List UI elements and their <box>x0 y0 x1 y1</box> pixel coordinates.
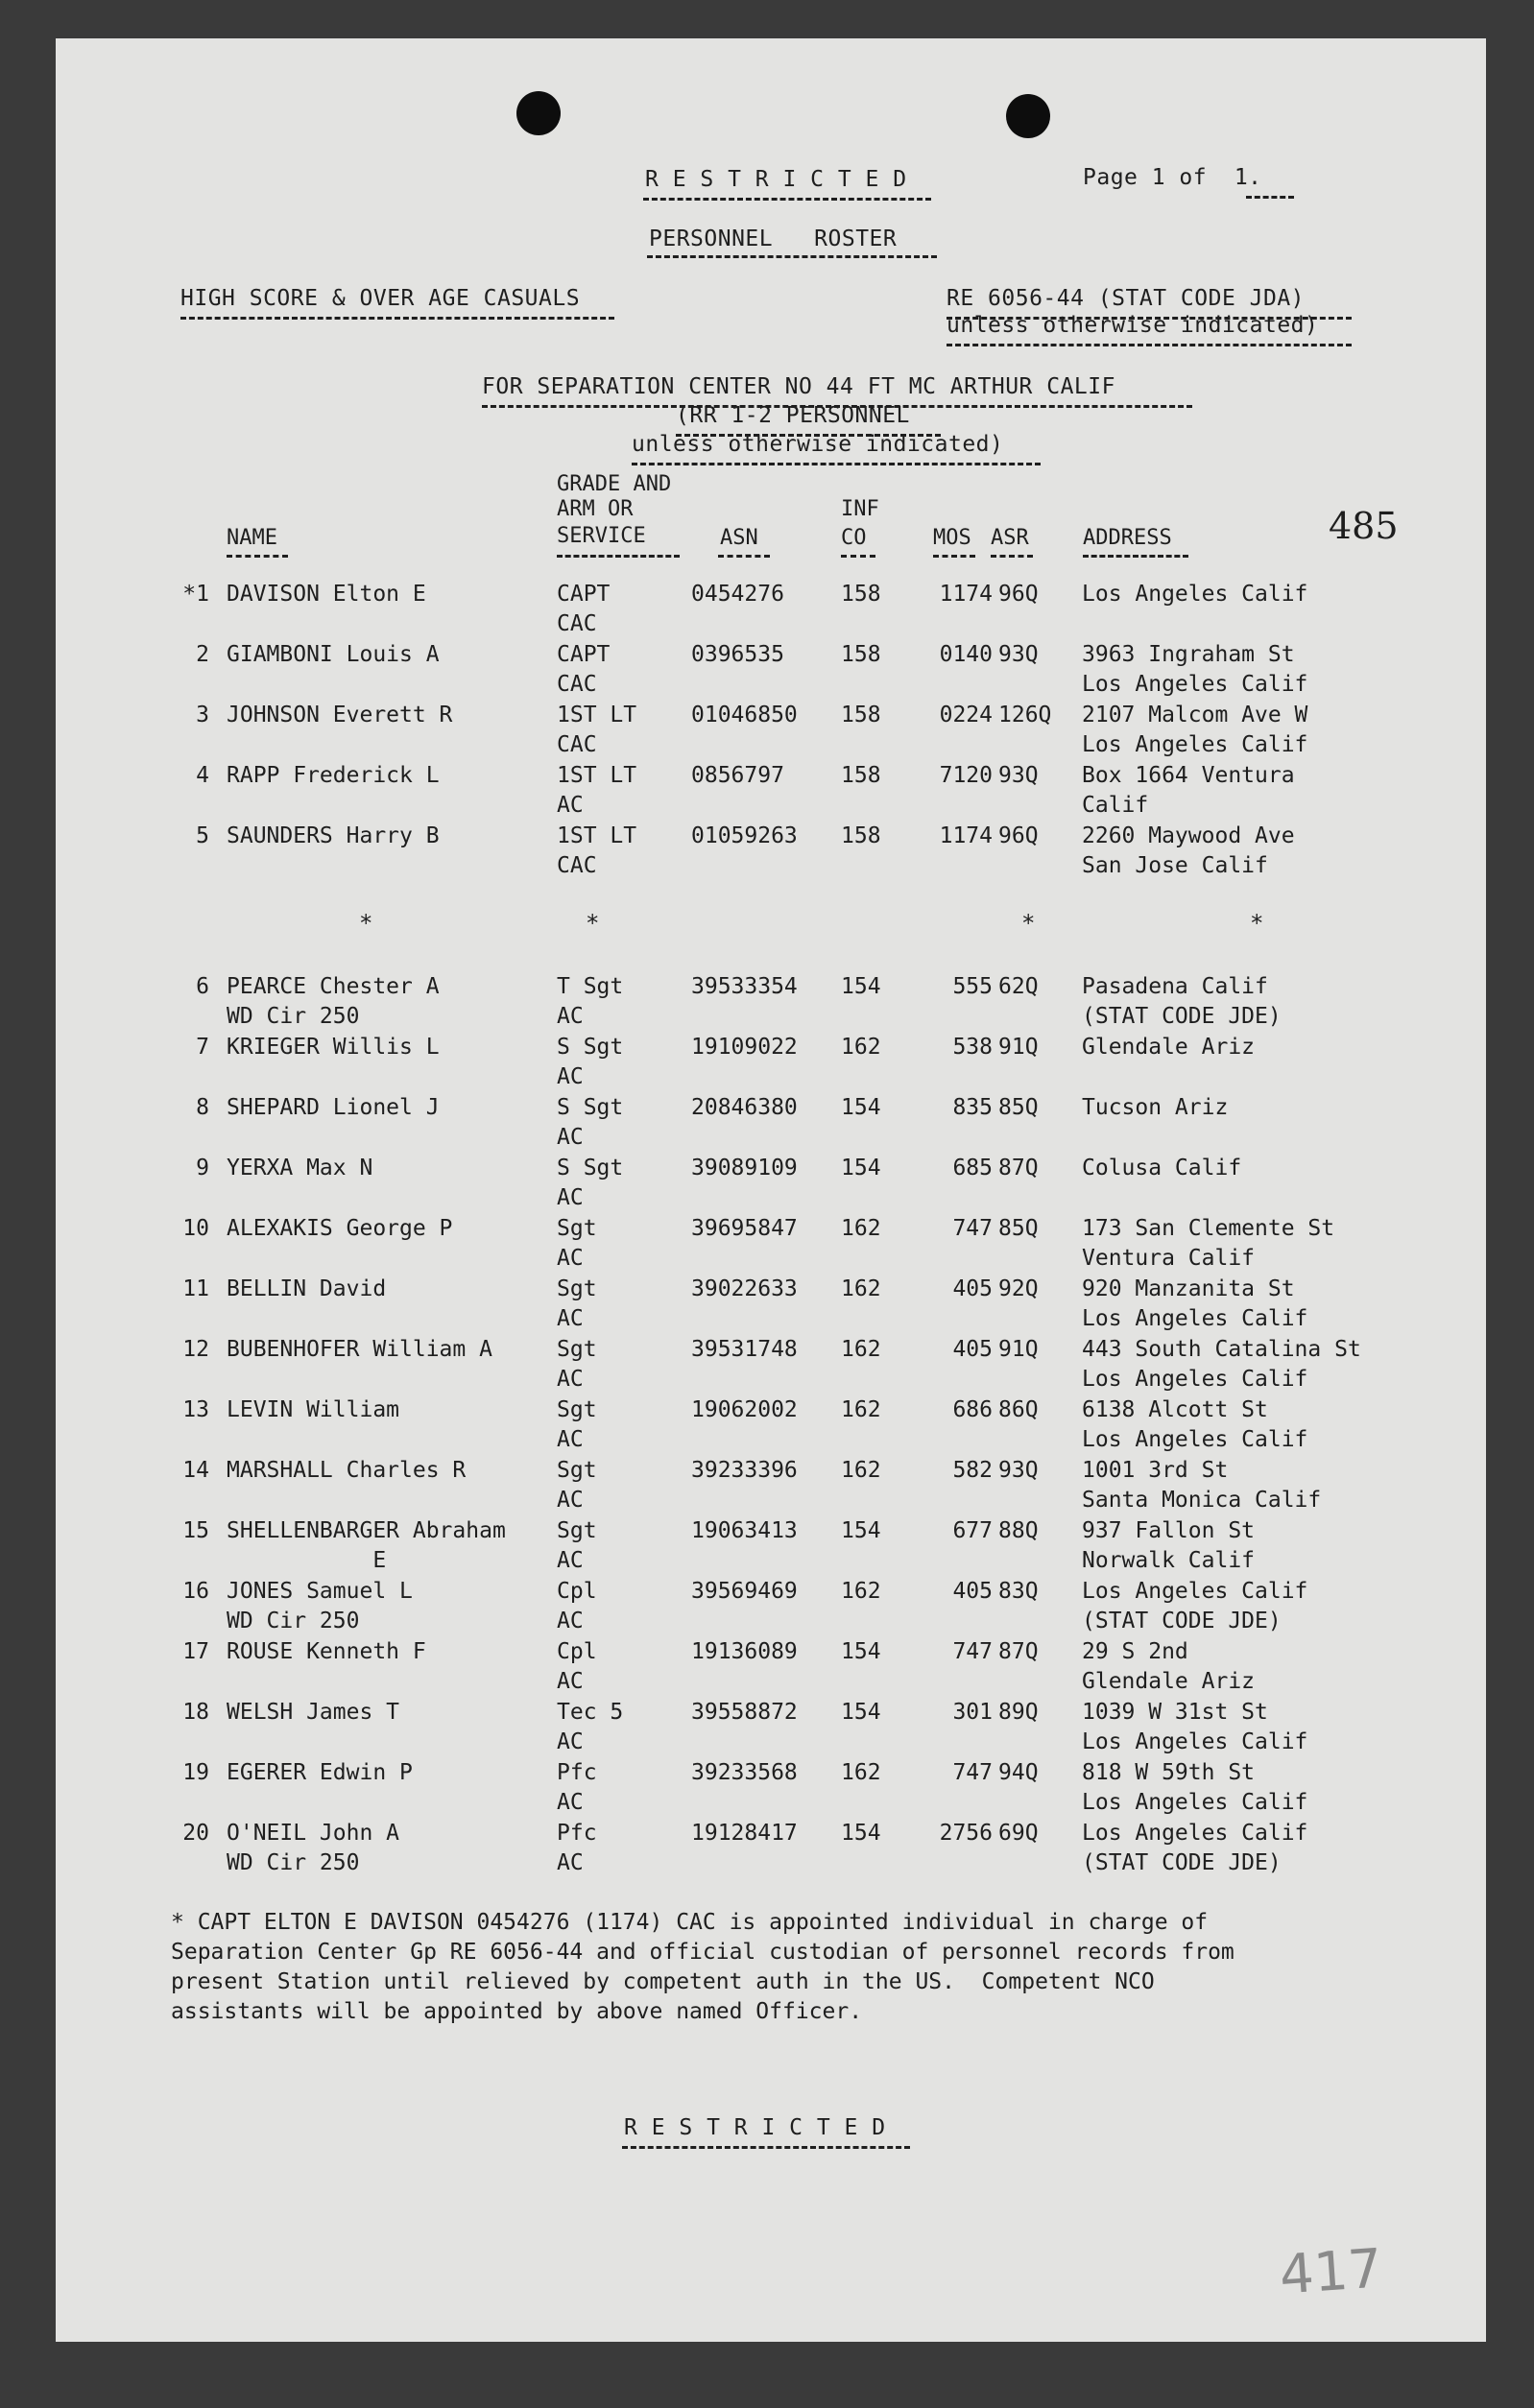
mos: 555 <box>952 974 993 999</box>
center-line-3: unless otherwise indicated) <box>632 432 1004 457</box>
address-line-2: Ventura Calif <box>1082 1246 1256 1271</box>
mos: 405 <box>952 1276 993 1301</box>
asn: 39695847 <box>691 1216 798 1241</box>
address-line-2: Los Angeles Calif <box>1082 1427 1308 1452</box>
row-number: 11 <box>182 1276 209 1301</box>
row-number: 15 <box>182 1518 209 1543</box>
mos: 538 <box>952 1035 993 1060</box>
arm-of-service: AC <box>557 1427 584 1452</box>
col-grade-underline <box>557 555 680 558</box>
arm-of-service: AC <box>557 1609 584 1633</box>
row-number: 10 <box>182 1216 209 1241</box>
col-name: NAME <box>227 526 277 550</box>
company: 158 <box>841 582 881 607</box>
page-info: Page 1 of 1. <box>1083 165 1262 190</box>
grade: Sgt <box>557 1518 597 1543</box>
row-number: 6 <box>196 974 209 999</box>
asn: 19063413 <box>691 1518 798 1543</box>
table-row <box>56 1458 1486 1517</box>
left-caption-underline <box>180 317 614 320</box>
mos: 1174 <box>939 823 993 848</box>
grade: 1ST LT <box>557 823 637 848</box>
asr: 92Q <box>998 1276 1039 1301</box>
asr: 93Q <box>998 763 1039 788</box>
grade: Sgt <box>557 1458 597 1483</box>
document-page <box>56 38 1486 2342</box>
col-asn-underline <box>718 555 770 558</box>
mos: 0140 <box>939 642 993 667</box>
asr: 87Q <box>998 1156 1039 1180</box>
arm-of-service: AC <box>557 1004 584 1029</box>
row-number: 8 <box>196 1095 209 1120</box>
mos: 405 <box>952 1579 993 1604</box>
arm-of-service: CAC <box>557 611 597 636</box>
mos: 685 <box>952 1156 993 1180</box>
asn: 0454276 <box>691 582 784 607</box>
asn: 19062002 <box>691 1397 798 1422</box>
address-line-1: Glendale Ariz <box>1082 1035 1256 1060</box>
address-line-1: 6138 Alcott St <box>1082 1397 1268 1422</box>
person-name: RAPP Frederick L <box>227 763 440 788</box>
mos: 2756 <box>939 1821 993 1846</box>
company: 162 <box>841 1216 881 1241</box>
separator-star: * <box>359 910 373 937</box>
table-row <box>56 642 1486 702</box>
address-line-1: 937 Fallon St <box>1082 1518 1256 1543</box>
row-number: *1 <box>182 582 209 607</box>
address-line-1: Los Angeles Calif <box>1082 1821 1308 1846</box>
grade: 1ST LT <box>557 703 637 727</box>
address-line-2: Los Angeles Calif <box>1082 1367 1308 1392</box>
mos: 7120 <box>939 763 993 788</box>
grade: Cpl <box>557 1639 597 1664</box>
arm-of-service: CAC <box>557 672 597 697</box>
center-line-2: (RR 1-2 PERSONNEL <box>676 403 910 428</box>
col-co-underline <box>841 555 875 558</box>
table-row <box>56 1337 1486 1396</box>
table-row <box>56 974 1486 1034</box>
company: 158 <box>841 763 881 788</box>
address-line-2: (STAT CODE JDE) <box>1082 1004 1282 1029</box>
center-line-1: FOR SEPARATION CENTER NO 44 FT MC ARTHUR CALIF <box>482 374 1115 399</box>
handwritten-number: 417 <box>1277 2237 1385 2307</box>
mos: 405 <box>952 1337 993 1362</box>
table-row <box>56 1700 1486 1759</box>
row-number: 5 <box>196 823 209 848</box>
restricted-top-underline <box>643 198 931 201</box>
asr: 89Q <box>998 1700 1039 1725</box>
arm-of-service: AC <box>557 1064 584 1089</box>
mos: 747 <box>952 1216 993 1241</box>
table-row <box>56 1216 1486 1276</box>
asn: 39569469 <box>691 1579 798 1604</box>
grade: Sgt <box>557 1276 597 1301</box>
asn: 20846380 <box>691 1095 798 1120</box>
col-grade-1: GRADE AND <box>557 472 672 496</box>
col-grade-3: SERVICE <box>557 524 646 548</box>
person-name-note: WD Cir 250 <box>227 1004 360 1029</box>
address-line-1: 1039 W 31st St <box>1082 1700 1268 1725</box>
asr: 88Q <box>998 1518 1039 1543</box>
mos: 582 <box>952 1458 993 1483</box>
person-name: MARSHALL Charles R <box>227 1458 467 1483</box>
company: 162 <box>841 1337 881 1362</box>
grade: CAPT <box>557 582 611 607</box>
row-number: 20 <box>182 1821 209 1846</box>
person-name: EGERER Edwin P <box>227 1760 413 1785</box>
row-number: 3 <box>196 703 209 727</box>
table-row <box>56 1518 1486 1578</box>
grade: S Sgt <box>557 1156 624 1180</box>
address-line-1: 2107 Malcom Ave W <box>1082 703 1308 727</box>
asn: 19109022 <box>691 1035 798 1060</box>
asr: 93Q <box>998 1458 1039 1483</box>
punch-hole-right <box>1006 94 1050 138</box>
company: 154 <box>841 1095 881 1120</box>
asr: 69Q <box>998 1821 1039 1846</box>
person-name: ALEXAKIS George P <box>227 1216 453 1241</box>
arm-of-service: AC <box>557 793 584 818</box>
company: 154 <box>841 1639 881 1664</box>
person-name: PEARCE Chester A <box>227 974 440 999</box>
asr: 91Q <box>998 1035 1039 1060</box>
arm-of-service: AC <box>557 1548 584 1573</box>
separator-star: * <box>586 910 600 937</box>
address-line-1: Colusa Calif <box>1082 1156 1242 1180</box>
address-line-1: 173 San Clemente St <box>1082 1216 1335 1241</box>
asr: 85Q <box>998 1216 1039 1241</box>
person-name-note: WD Cir 250 <box>227 1850 360 1875</box>
person-name-note: E <box>227 1548 387 1573</box>
asn: 39533354 <box>691 974 798 999</box>
mos: 677 <box>952 1518 993 1543</box>
table-row <box>56 763 1486 823</box>
arm-of-service: AC <box>557 1488 584 1513</box>
company: 162 <box>841 1458 881 1483</box>
col-address-underline <box>1083 555 1188 558</box>
row-number: 16 <box>182 1579 209 1604</box>
arm-of-service: CAC <box>557 732 597 757</box>
address-line-2: Los Angeles Calif <box>1082 1729 1308 1754</box>
asr: 94Q <box>998 1760 1039 1785</box>
page-info-underline <box>1246 196 1294 199</box>
arm-of-service: AC <box>557 1669 584 1694</box>
grade: Tec 5 <box>557 1700 624 1725</box>
company: 154 <box>841 1821 881 1846</box>
left-caption: HIGH SCORE & OVER AGE CASUALS <box>180 286 581 311</box>
person-name: SHEPARD Lionel J <box>227 1095 440 1120</box>
asr: 62Q <box>998 974 1039 999</box>
company: 162 <box>841 1276 881 1301</box>
person-name: DAVISON Elton E <box>227 582 426 607</box>
right-caption-2: unless otherwise indicated) <box>947 313 1319 338</box>
arm-of-service: AC <box>557 1306 584 1331</box>
table-row <box>56 1579 1486 1638</box>
address-line-1: Los Angeles Calif <box>1082 582 1308 607</box>
table-row <box>56 823 1486 883</box>
table-row <box>56 1035 1486 1094</box>
separator-star: * <box>1021 910 1036 937</box>
grade: S Sgt <box>557 1095 624 1120</box>
address-line-2: Los Angeles Calif <box>1082 732 1308 757</box>
company: 154 <box>841 1156 881 1180</box>
table-row <box>56 1095 1486 1155</box>
col-asn: ASN <box>720 526 758 550</box>
col-mos: MOS <box>933 526 971 550</box>
address-line-2: (STAT CODE JDE) <box>1082 1609 1282 1633</box>
person-name-note: WD Cir 250 <box>227 1609 360 1633</box>
asr: 96Q <box>998 582 1039 607</box>
right-caption-2-underline <box>947 344 1352 346</box>
asn: 39022633 <box>691 1276 798 1301</box>
right-caption-1: RE 6056-44 (STAT CODE JDA) <box>947 286 1306 311</box>
row-number: 19 <box>182 1760 209 1785</box>
arm-of-service: AC <box>557 1185 584 1210</box>
asn: 19128417 <box>691 1821 798 1846</box>
grade: Sgt <box>557 1216 597 1241</box>
table-row <box>56 703 1486 762</box>
person-name: ROUSE Kenneth F <box>227 1639 426 1664</box>
company: 158 <box>841 703 881 727</box>
row-number: 2 <box>196 642 209 667</box>
asn: 0396535 <box>691 642 784 667</box>
row-number: 4 <box>196 763 209 788</box>
address-line-2: Santa Monica Calif <box>1082 1488 1322 1513</box>
address-line-1: Tucson Ariz <box>1082 1095 1229 1120</box>
asr: 91Q <box>998 1337 1039 1362</box>
person-name: JOHNSON Everett R <box>227 703 453 727</box>
address-line-1: 818 W 59th St <box>1082 1760 1256 1785</box>
address-line-1: 443 South Catalina St <box>1082 1337 1361 1362</box>
asn: 39233568 <box>691 1760 798 1785</box>
company: 154 <box>841 974 881 999</box>
address-line-1: 920 Manzanita St <box>1082 1276 1295 1301</box>
arm-of-service: AC <box>557 1850 584 1875</box>
arm-of-service: AC <box>557 1125 584 1150</box>
row-number: 9 <box>196 1156 209 1180</box>
row-number: 12 <box>182 1337 209 1362</box>
table-row <box>56 1276 1486 1336</box>
address-line-1: 2260 Maywood Ave <box>1082 823 1295 848</box>
col-address: ADDRESS <box>1083 526 1172 550</box>
person-name: YERXA Max N <box>227 1156 373 1180</box>
stamp-number: 485 <box>1329 505 1399 547</box>
asr: 83Q <box>998 1579 1039 1604</box>
mos: 1174 <box>939 582 993 607</box>
address-line-1: Box 1664 Ventura <box>1082 763 1295 788</box>
asr: 93Q <box>998 642 1039 667</box>
asn: 0856797 <box>691 763 784 788</box>
address-line-1: 3963 Ingraham St <box>1082 642 1295 667</box>
grade: Pfc <box>557 1821 597 1846</box>
row-number: 7 <box>196 1035 209 1060</box>
asr: 126Q <box>998 703 1052 727</box>
table-row <box>56 1156 1486 1215</box>
row-number: 17 <box>182 1639 209 1664</box>
grade: 1ST LT <box>557 763 637 788</box>
grade: CAPT <box>557 642 611 667</box>
arm-of-service: AC <box>557 1367 584 1392</box>
person-name: SAUNDERS Harry B <box>227 823 440 848</box>
mos: 835 <box>952 1095 993 1120</box>
col-name-underline <box>227 555 288 558</box>
mos: 686 <box>952 1397 993 1422</box>
grade: Pfc <box>557 1760 597 1785</box>
company: 162 <box>841 1035 881 1060</box>
mos: 747 <box>952 1760 993 1785</box>
row-number: 18 <box>182 1700 209 1725</box>
address-line-2: Los Angeles Calif <box>1082 1790 1308 1815</box>
mos: 747 <box>952 1639 993 1664</box>
address-line-1: 29 S 2nd <box>1082 1639 1188 1664</box>
asn: 39089109 <box>691 1156 798 1180</box>
grade: S Sgt <box>557 1035 624 1060</box>
separator-star: * <box>1250 910 1264 937</box>
person-name: KRIEGER Willis L <box>227 1035 440 1060</box>
company: 162 <box>841 1579 881 1604</box>
asr: 85Q <box>998 1095 1039 1120</box>
asr: 86Q <box>998 1397 1039 1422</box>
mos: 0224 <box>939 703 993 727</box>
address-line-1: Los Angeles Calif <box>1082 1579 1308 1604</box>
col-grade-2: ARM OR <box>557 497 634 521</box>
footnote: * CAPT ELTON E DAVISON 0454276 (1174) CAC is appointed individual in charge of Separation Center Gp RE 6056-44 and official custodian of personnel records from present Station until relieved by competent auth in the US. Competent NCO assistants will be appointed by above named Officer. <box>171 1910 1234 2024</box>
address-line-2: Los Angeles Calif <box>1082 672 1308 697</box>
company: 154 <box>841 1518 881 1543</box>
company: 158 <box>841 642 881 667</box>
restricted-bottom: R E S T R I C T E D <box>624 2115 886 2140</box>
grade: Cpl <box>557 1579 597 1604</box>
asn: 39558872 <box>691 1700 798 1725</box>
table-row <box>56 1639 1486 1699</box>
company: 154 <box>841 1700 881 1725</box>
asn: 01059263 <box>691 823 798 848</box>
asn: 39233396 <box>691 1458 798 1483</box>
asr: 96Q <box>998 823 1039 848</box>
table-row <box>56 1760 1486 1820</box>
asr: 87Q <box>998 1639 1039 1664</box>
company: 162 <box>841 1760 881 1785</box>
table-row <box>56 1397 1486 1457</box>
col-co-2: CO <box>841 526 867 550</box>
mos: 301 <box>952 1700 993 1725</box>
person-name: BUBENHOFER William A <box>227 1337 492 1362</box>
col-co-1: INF <box>841 497 879 521</box>
punch-hole-left <box>516 91 561 135</box>
asn: 39531748 <box>691 1337 798 1362</box>
person-name: JONES Samuel L <box>227 1579 413 1604</box>
row-number: 13 <box>182 1397 209 1422</box>
person-name: SHELLENBARGER Abraham <box>227 1518 506 1543</box>
arm-of-service: AC <box>557 1246 584 1271</box>
col-asr-underline <box>991 555 1033 558</box>
col-asr: ASR <box>991 526 1029 550</box>
roster-title-underline <box>647 255 937 258</box>
address-line-2: San Jose Calif <box>1082 853 1268 878</box>
grade: T Sgt <box>557 974 624 999</box>
col-mos-underline <box>933 555 975 558</box>
address-line-2: (STAT CODE JDE) <box>1082 1850 1282 1875</box>
grade: Sgt <box>557 1337 597 1362</box>
arm-of-service: AC <box>557 1729 584 1754</box>
company: 158 <box>841 823 881 848</box>
person-name: GIAMBONI Louis A <box>227 642 440 667</box>
center-line-3-underline <box>632 463 1041 465</box>
address-line-2: Los Angeles Calif <box>1082 1306 1308 1331</box>
restricted-bottom-underline <box>622 2146 910 2149</box>
grade: Sgt <box>557 1397 597 1422</box>
address-line-1: Pasadena Calif <box>1082 974 1268 999</box>
person-name: BELLIN David <box>227 1276 387 1301</box>
person-name: LEVIN William <box>227 1397 400 1422</box>
person-name: WELSH James T <box>227 1700 400 1725</box>
address-line-2: Norwalk Calif <box>1082 1548 1256 1573</box>
address-line-2: Calif <box>1082 793 1149 818</box>
asn: 01046850 <box>691 703 798 727</box>
address-line-1: 1001 3rd St <box>1082 1458 1229 1483</box>
restricted-top: R E S T R I C T E D <box>645 167 907 192</box>
arm-of-service: CAC <box>557 853 597 878</box>
arm-of-service: AC <box>557 1790 584 1815</box>
table-row <box>56 1821 1486 1880</box>
row-number: 14 <box>182 1458 209 1483</box>
asn: 19136089 <box>691 1639 798 1664</box>
roster-title: PERSONNEL ROSTER <box>649 226 898 251</box>
person-name: O'NEIL John A <box>227 1821 400 1846</box>
address-line-2: Glendale Ariz <box>1082 1669 1256 1694</box>
company: 162 <box>841 1397 881 1422</box>
table-row <box>56 582 1486 641</box>
